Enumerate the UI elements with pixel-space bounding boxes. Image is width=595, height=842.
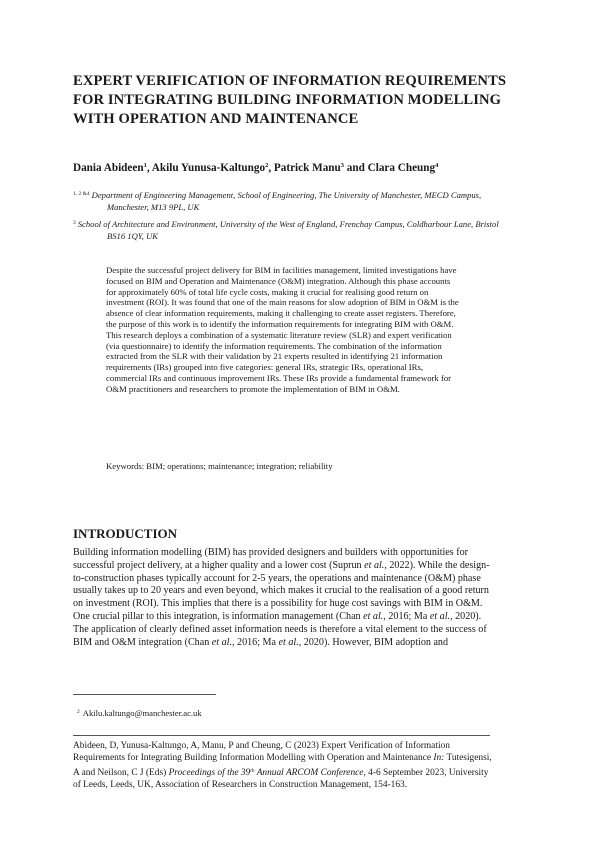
citation-proceedings-text: Proceedings of the 39 bbox=[168, 767, 251, 778]
citation-in: In: bbox=[433, 753, 445, 764]
footnote bbox=[77, 707, 477, 719]
intro-text-5: 2016; Ma bbox=[234, 636, 279, 648]
author-affiliation-marker: 3 bbox=[340, 162, 344, 169]
author-separator: , bbox=[268, 162, 274, 174]
affiliation-2 bbox=[73, 217, 513, 242]
intro-etal-2: et al., bbox=[363, 610, 386, 622]
footnote-divider bbox=[73, 694, 216, 695]
keywords: Keywords: BIM; operations; maintenance; integration; reliability bbox=[106, 461, 333, 471]
affiliation-1 bbox=[73, 188, 513, 213]
author-name: Dania Abideen bbox=[73, 162, 144, 174]
section-heading-introduction: INTRODUCTION bbox=[73, 526, 178, 541]
intro-text-3: 2016; Ma bbox=[385, 610, 430, 622]
intro-etal-5: et al., bbox=[278, 636, 302, 648]
citation-text-2: Tutesigensi, A and Neilson, C J (Eds) bbox=[73, 753, 492, 778]
author-separator: , bbox=[146, 162, 152, 174]
author-name: Akilu Yunusa-Kaltungo bbox=[151, 162, 266, 174]
footnote-email: Akilu.kaltungo@manchester.ac.uk bbox=[82, 708, 202, 718]
author-affiliation-marker: 4 bbox=[435, 162, 439, 169]
affiliation-1-text: Department of Engineering Management, School of Engineering, The University of Manchester, MECD Campus, Manchester, M13 9PL, UK bbox=[91, 190, 482, 212]
affiliation-2-text: School of Architecture and Environment, University of the West of England, Frenchay Campus, Coldharbour Lane, Bristol BS16 1QY, UK bbox=[77, 219, 499, 241]
author-name: Patrick Manu bbox=[273, 162, 341, 174]
intro-text-6: 2020). However, BIM adoption and bbox=[301, 636, 449, 648]
intro-etal-4: et al., bbox=[211, 636, 235, 648]
intro-text-4: 2020). The application of clearly defined asset information needs is therefore a vital element to the success of BIM and O&M integration (Chan bbox=[73, 610, 487, 648]
paper-title: EXPERT VERIFICATION OF INFORMATION REQUIREMENTS FOR INTEGRATING BUILDING INFORMATION MODELLING WITH OPERATION AND MAINTENANCE bbox=[73, 73, 507, 127]
citation-proceedings-text-2: Annual ARCOM Conference, bbox=[254, 767, 366, 778]
citation-divider bbox=[73, 735, 490, 736]
author-list bbox=[73, 159, 533, 175]
author-affiliation-marker: 1 bbox=[143, 162, 147, 169]
intro-text-1: Building information modelling (BIM) has provided designers and builders with opportunities for successful project delivery, at a higher quality and a lower cost (Suprun bbox=[73, 547, 469, 571]
author-affiliation-marker: 2 bbox=[265, 162, 269, 169]
intro-etal-3: et al., bbox=[429, 610, 453, 622]
introduction-paragraph bbox=[73, 547, 493, 649]
abstract: Despite the successful project delivery for BIM in facilities management, limited investigations have focused on BIM and Operation and Maintenance (O&M) integration. Although this phase accounts for approximately 60% of total life cycle costs, making it crucial for realising good return on investment (ROI). It was found that one of the main reasons for slow adoption of BIM in O&M is the absence of clear information requirements, making it challenging to create asset registers. Therefore, the purpose of this work is to identify the information requirements for integrating BIM with O&M. This research deploys a combination of a systematic literature review (SLR) and expert verification (via questionnaire) to identify the information requirements. The combination of the information extracted from the SLR with their validation by 21 experts resulted in identifying 21 information requirements (IRs) grouped into five categories: general IRs, strategic IRs, operational IRs, commercial IRs and continuous improvement IRs. These IRs provide a fundamental framework for O&M practitioners and researchers to promote the implementation of BIM in O&M. bbox=[106, 265, 459, 394]
intro-text-2: 2022). While the design-to-construction phases typically account for 2-5 years, the operations and maintenance (O&M) phase usually takes up to 20 years and even beyond, which makes it crucial to the realisation of a good return on investment (ROI). This implies that there is a possibility for huge cost savings with BIM in O&M. One crucial pillar to this integration, is information management (Chan bbox=[73, 559, 490, 622]
author-name: Clara Cheung bbox=[367, 162, 436, 174]
footnote-marker: 2 bbox=[77, 709, 80, 715]
citation-block bbox=[73, 740, 498, 792]
citation-text-1: Abideen, D, Yunusa-Kaltungo, A, Manu, P and Cheung, C (2023) Expert Verification of Information Requirements for Integrating Building Information Modelling with Operation and Maintenance bbox=[73, 741, 450, 764]
citation-proceedings-sup: th bbox=[250, 767, 255, 774]
intro-etal-1: et al., bbox=[364, 559, 387, 571]
affiliation-2-marker: 3 bbox=[73, 220, 76, 226]
author-separator: and bbox=[343, 162, 368, 174]
affiliation-1-marker: 1, 2 &4 bbox=[73, 191, 90, 197]
citation-text-3: 4-6 September 2023, University of Leeds, Leeds, UK, Association of Researchers in Construction Management, 154-163. bbox=[73, 767, 489, 791]
citation-proceedings bbox=[169, 768, 366, 778]
